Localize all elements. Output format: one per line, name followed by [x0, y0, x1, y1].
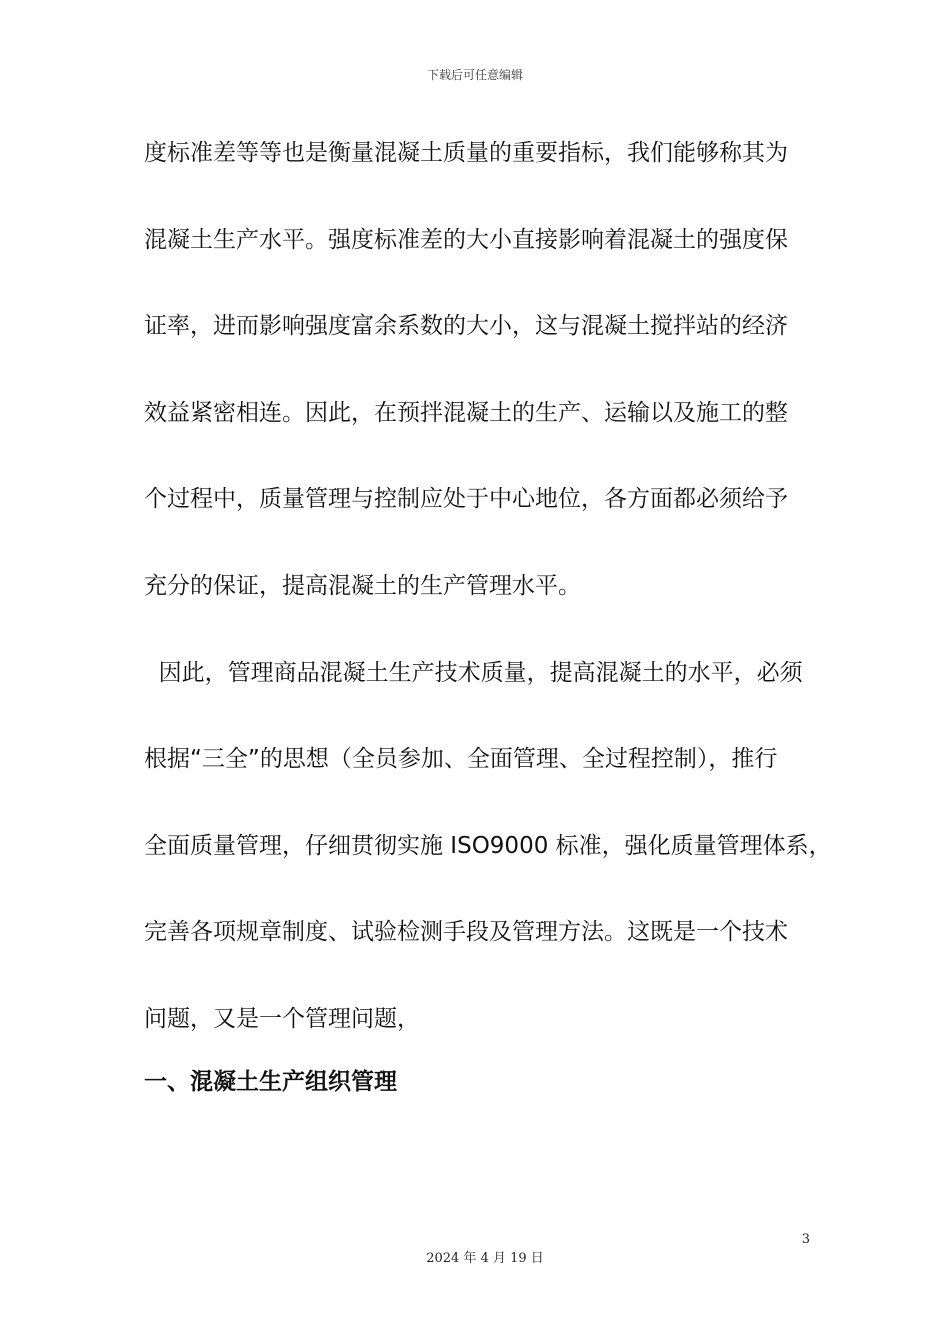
paragraph-line: 因此，管理商品混凝土生产技术质量，提高混凝土的水平，必须	[144, 659, 803, 686]
paragraph-line: 度标准差等等也是衡量混凝土质量的重要指标，我们能够称其为	[144, 140, 788, 166]
paragraph-line: 个过程中，质量管理与控制应处于中心地位，各方面都必须给予	[144, 486, 788, 513]
paragraph-line: 全面质量管理，仔细贯彻实施 ISO9000 标准，强化质量管理体系，	[144, 832, 832, 859]
paragraph-line: 混凝土生产水平。强度标准差的大小直接影响着混凝土的强度保	[144, 226, 788, 253]
paragraph-line: 证率，进而影响强度富余系数的大小，这与混凝土搅拌站的经济	[144, 313, 788, 340]
paragraph-line: 完善各项规章制度、试验检测手段及管理方法。这既是一个技术	[144, 919, 788, 946]
section-heading: 一、混凝土生产组织管理	[144, 1069, 397, 1095]
header-note: 下载后可任意编辑	[426, 68, 523, 82]
body-text	[144, 128, 832, 1081]
paragraph-line: 效益紧密相连。因此，在预拌混凝土的生产、运输以及施工的整	[144, 399, 788, 426]
page-number: 3	[801, 1232, 810, 1247]
paragraph-line: 根据“三全”的思想（全员参加、全面管理、全过程控制），推行	[144, 746, 778, 773]
footer-date: 2024 年 4 月 19 日	[426, 1251, 544, 1266]
paragraph-line: 充分的保证，提高混凝土的生产管理水平。	[144, 572, 581, 599]
paragraph-line: 问题，又是一个管理问题，	[144, 1005, 420, 1032]
